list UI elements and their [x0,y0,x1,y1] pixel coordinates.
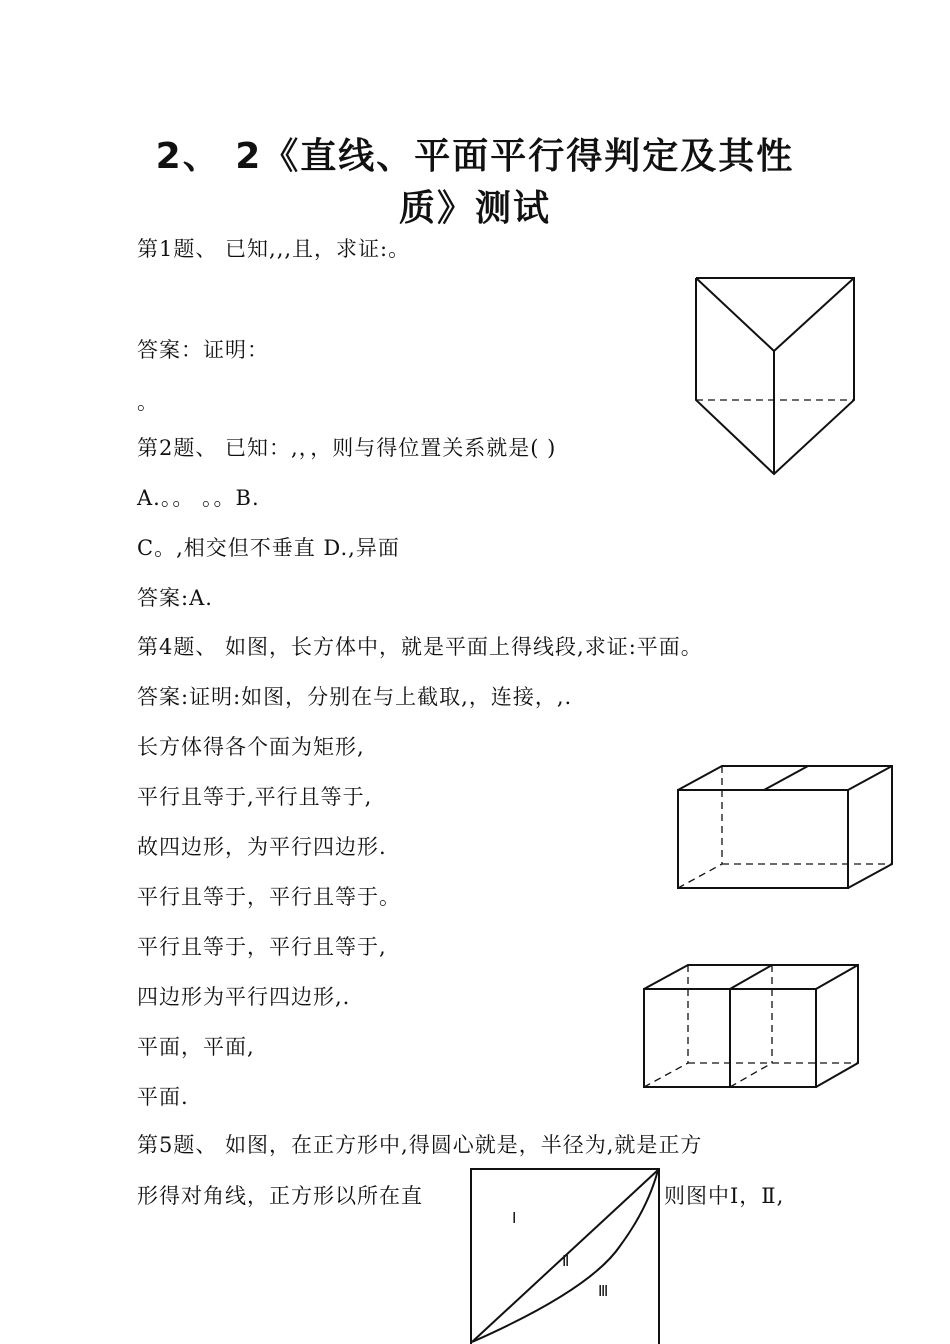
document-title-line-2: 质》测试 [398,188,551,229]
answer-4-line-8: 平面，平面, [137,1035,255,1059]
question-5-line-1: 第5题、 如图，在正方形中,得圆心就是，半径为,就是正方 [137,1133,703,1157]
triangular-prism-figure [694,276,856,478]
answer-4-line-3: 平行且等于,平行且等于, [137,785,373,809]
answer-4-line-6: 平行且等于，平行且等于, [137,935,387,959]
region-1-label: Ⅰ [512,1209,517,1227]
answer-4-line-7: 四边形为平行四边形,. [137,985,351,1009]
answer-4-line-4: 故四边形，为平行四边形. [137,835,387,859]
question-5-line-2: 形得对角线，正方形以所在直 [137,1184,423,1208]
region-3-label: Ⅲ [598,1282,609,1300]
answer-1-end: 。 [137,390,159,414]
question-2-option-cd: C。,相交但不垂直 D.,异面 [137,536,400,560]
question-2-text: 第2题、 已知：,，，则与得位置关系就是( ) [137,436,557,460]
answer-4-line-9: 平面. [137,1085,189,1109]
answer-2-text: 答案:A. [137,586,213,610]
answer-1-label: 答案：证明： [137,338,269,362]
question-5-line-2-continued: 则图中Ⅰ，Ⅱ, [664,1184,785,1208]
question-4-text: 第4题、 如图，长方体中，就是平面上得线段,求证:平面。 [137,635,703,659]
answer-4-line-5: 平行且等于，平行且等于。 [137,885,401,909]
answer-4-line-1: 答案:证明:如图，分别在与上截取,，连接，,. [137,685,573,709]
double-cuboid-figure [642,963,862,1091]
document-title-line-1: 2、 2《直线、平面平行得判定及其性 [155,136,795,177]
square-arc-figure [470,1168,662,1344]
cuboid-figure [676,764,896,892]
region-2-label: Ⅱ [562,1252,570,1270]
question-1-text: 第1题、 已知,,,且，求证:。 [137,237,411,261]
answer-4-line-2: 长方体得各个面为矩形, [137,735,365,759]
question-2-option-ab: A.。。 。。B. [137,486,260,510]
